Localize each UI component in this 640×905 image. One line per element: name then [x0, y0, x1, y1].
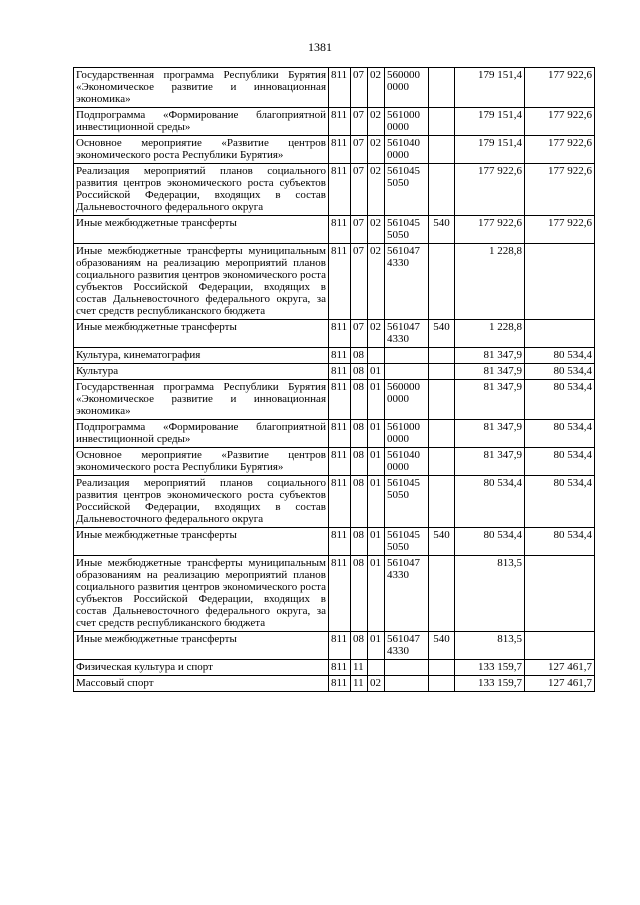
table-row: [74, 108, 595, 136]
subsection-code: 01: [368, 476, 385, 528]
section-code: 08: [351, 348, 368, 364]
subsection-code: 02: [368, 108, 385, 136]
amount-year-2: 177 922,6: [525, 136, 595, 164]
expense-type-code: [429, 676, 455, 692]
target-article-code: 561045 5050: [385, 216, 429, 244]
row-name: Иные межбюджетные трансферты муниципальным образованиям на реализацию мероприятий планов социального развития центров экономического роста субъектов Российской Федерации, входящих в состав Дальневосточного федерального округа, за счет средств республиканского бюджета: [74, 244, 329, 320]
table-row: [74, 364, 595, 380]
subsection-code: 02: [368, 244, 385, 320]
table-row: [74, 448, 595, 476]
section-code: 07: [351, 320, 368, 348]
amount-year-2: 80 534,4: [525, 476, 595, 528]
subsection-code: 02: [368, 320, 385, 348]
row-name: Иные межбюджетные трансферты: [74, 320, 329, 348]
amount-year-1: 81 347,9: [455, 420, 525, 448]
amount-year-1: 81 347,9: [455, 448, 525, 476]
section-code: 07: [351, 164, 368, 216]
expense-type-code: 540: [429, 216, 455, 244]
row-name: Государственная программа Республики Бурятия «Экономическое развитие и инновационная экономика»: [74, 68, 329, 108]
target-article-code: 561040 0000: [385, 136, 429, 164]
section-code: 11: [351, 676, 368, 692]
grbs-code: 811: [329, 364, 351, 380]
section-code: 07: [351, 136, 368, 164]
page-number: 1381: [308, 40, 332, 54]
target-article-code: 561045 5050: [385, 164, 429, 216]
section-code: 08: [351, 448, 368, 476]
amount-year-2: [525, 244, 595, 320]
grbs-code: 811: [329, 528, 351, 556]
grbs-code: 811: [329, 380, 351, 420]
row-name: Подпрограмма «Формирование благоприятной инвестиционной среды»: [74, 108, 329, 136]
subsection-code: 02: [368, 216, 385, 244]
amount-year-2: [525, 556, 595, 632]
amount-year-2: 177 922,6: [525, 164, 595, 216]
row-name: Основное мероприятие «Развитие центров экономического роста Республики Бурятия»: [74, 136, 329, 164]
subsection-code: [368, 348, 385, 364]
section-code: 08: [351, 420, 368, 448]
row-name: Реализация мероприятий планов социального развития центров экономического роста субъектов Российской Федерации, входящих в состав Дальневосточного федерального округа: [74, 476, 329, 528]
expense-type-code: [429, 476, 455, 528]
target-article-code: 561047 4330: [385, 556, 429, 632]
grbs-code: 811: [329, 556, 351, 632]
expense-type-code: [429, 660, 455, 676]
row-name: Реализация мероприятий планов социального развития центров экономического роста субъектов Российской Федерации, входящих в состав Дальневосточного федерального округа: [74, 164, 329, 216]
table-row: [74, 528, 595, 556]
subsection-code: 01: [368, 448, 385, 476]
budget-table: [73, 67, 595, 692]
section-code: 08: [351, 364, 368, 380]
table-row: [74, 556, 595, 632]
table-body: [74, 68, 595, 692]
subsection-code: 01: [368, 420, 385, 448]
table-row: [74, 632, 595, 660]
section-code: 07: [351, 68, 368, 108]
subsection-code: 01: [368, 632, 385, 660]
grbs-code: 811: [329, 216, 351, 244]
amount-year-1: 813,5: [455, 632, 525, 660]
row-name: Иные межбюджетные трансферты: [74, 528, 329, 556]
table-row: [74, 164, 595, 216]
amount-year-1: 177 922,6: [455, 164, 525, 216]
subsection-code: 01: [368, 556, 385, 632]
row-name: Подпрограмма «Формирование благоприятной инвестиционной среды»: [74, 420, 329, 448]
table-row: [74, 68, 595, 108]
amount-year-1: 1 228,8: [455, 320, 525, 348]
subsection-code: 02: [368, 68, 385, 108]
amount-year-1: 179 151,4: [455, 108, 525, 136]
target-article-code: 560000 0000: [385, 68, 429, 108]
row-name: Массовый спорт: [74, 676, 329, 692]
expense-type-code: 540: [429, 528, 455, 556]
amount-year-1: 177 922,6: [455, 216, 525, 244]
expense-type-code: [429, 364, 455, 380]
target-article-code: 561040 0000: [385, 448, 429, 476]
section-code: 08: [351, 476, 368, 528]
section-code: 08: [351, 556, 368, 632]
table-row: [74, 136, 595, 164]
expense-type-code: [429, 108, 455, 136]
grbs-code: 811: [329, 136, 351, 164]
amount-year-1: 179 151,4: [455, 136, 525, 164]
expense-type-code: [429, 448, 455, 476]
expense-type-code: [429, 556, 455, 632]
section-code: 08: [351, 528, 368, 556]
amount-year-2: 80 534,4: [525, 364, 595, 380]
target-article-code: 560000 0000: [385, 380, 429, 420]
expense-type-code: [429, 68, 455, 108]
subsection-code: 02: [368, 136, 385, 164]
target-article-code: 561045 5050: [385, 528, 429, 556]
amount-year-2: 127 461,7: [525, 660, 595, 676]
section-code: 07: [351, 244, 368, 320]
row-name: Физическая культура и спорт: [74, 660, 329, 676]
row-name: Культура, кинематография: [74, 348, 329, 364]
expense-type-code: [429, 136, 455, 164]
table-row: [74, 660, 595, 676]
subsection-code: 02: [368, 676, 385, 692]
amount-year-2: 177 922,6: [525, 68, 595, 108]
amount-year-2: 127 461,7: [525, 676, 595, 692]
subsection-code: 01: [368, 528, 385, 556]
subsection-code: [368, 660, 385, 676]
amount-year-1: 81 347,9: [455, 348, 525, 364]
target-article-code: [385, 364, 429, 380]
subsection-code: 01: [368, 380, 385, 420]
grbs-code: 811: [329, 164, 351, 216]
target-article-code: [385, 660, 429, 676]
amount-year-1: 133 159,7: [455, 660, 525, 676]
table-row: [74, 476, 595, 528]
amount-year-1: 179 151,4: [455, 68, 525, 108]
grbs-code: 811: [329, 632, 351, 660]
expense-type-code: [429, 164, 455, 216]
grbs-code: 811: [329, 676, 351, 692]
target-article-code: 561047 4330: [385, 244, 429, 320]
table-row: [74, 244, 595, 320]
table-row: [74, 380, 595, 420]
amount-year-2: 80 534,4: [525, 348, 595, 364]
grbs-code: 811: [329, 244, 351, 320]
target-article-code: 561000 0000: [385, 108, 429, 136]
amount-year-1: 81 347,9: [455, 364, 525, 380]
row-name: Иные межбюджетные трансферты: [74, 216, 329, 244]
table-row: [74, 216, 595, 244]
expense-type-code: 540: [429, 632, 455, 660]
row-name: Культура: [74, 364, 329, 380]
amount-year-2: 177 922,6: [525, 108, 595, 136]
grbs-code: 811: [329, 68, 351, 108]
subsection-code: 02: [368, 164, 385, 216]
grbs-code: 811: [329, 660, 351, 676]
expense-type-code: [429, 380, 455, 420]
table-row: [74, 348, 595, 364]
table-row: [74, 676, 595, 692]
amount-year-1: 133 159,7: [455, 676, 525, 692]
amount-year-2: 80 534,4: [525, 420, 595, 448]
target-article-code: [385, 348, 429, 364]
table-row: [74, 420, 595, 448]
row-name: Основное мероприятие «Развитие центров экономического роста Республики Бурятия»: [74, 448, 329, 476]
expense-type-code: [429, 420, 455, 448]
target-article-code: 561000 0000: [385, 420, 429, 448]
section-code: 07: [351, 216, 368, 244]
section-code: 08: [351, 632, 368, 660]
amount-year-1: 80 534,4: [455, 528, 525, 556]
amount-year-1: 1 228,8: [455, 244, 525, 320]
row-name: Государственная программа Республики Бурятия «Экономическое развитие и инновационная экономика»: [74, 380, 329, 420]
grbs-code: 811: [329, 348, 351, 364]
grbs-code: 811: [329, 320, 351, 348]
amount-year-2: [525, 632, 595, 660]
amount-year-2: [525, 320, 595, 348]
target-article-code: 561047 4330: [385, 632, 429, 660]
grbs-code: 811: [329, 108, 351, 136]
amount-year-1: 813,5: [455, 556, 525, 632]
expense-type-code: 540: [429, 320, 455, 348]
amount-year-1: 81 347,9: [455, 380, 525, 420]
row-name: Иные межбюджетные трансферты: [74, 632, 329, 660]
grbs-code: 811: [329, 420, 351, 448]
section-code: 07: [351, 108, 368, 136]
grbs-code: 811: [329, 448, 351, 476]
section-code: 11: [351, 660, 368, 676]
amount-year-1: 80 534,4: [455, 476, 525, 528]
amount-year-2: 80 534,4: [525, 448, 595, 476]
expense-type-code: [429, 244, 455, 320]
target-article-code: 561047 4330: [385, 320, 429, 348]
table-row: [74, 320, 595, 348]
subsection-code: 01: [368, 364, 385, 380]
amount-year-2: 177 922,6: [525, 216, 595, 244]
expense-type-code: [429, 348, 455, 364]
target-article-code: [385, 676, 429, 692]
target-article-code: 561045 5050: [385, 476, 429, 528]
amount-year-2: 80 534,4: [525, 380, 595, 420]
grbs-code: 811: [329, 476, 351, 528]
section-code: 08: [351, 380, 368, 420]
amount-year-2: 80 534,4: [525, 528, 595, 556]
row-name: Иные межбюджетные трансферты муниципальным образованиям на реализацию мероприятий планов социального развития центров экономического роста субъектов Российской Федерации, входящих в состав Дальневосточного федерального округа, за счет средств республиканского бюджета: [74, 556, 329, 632]
